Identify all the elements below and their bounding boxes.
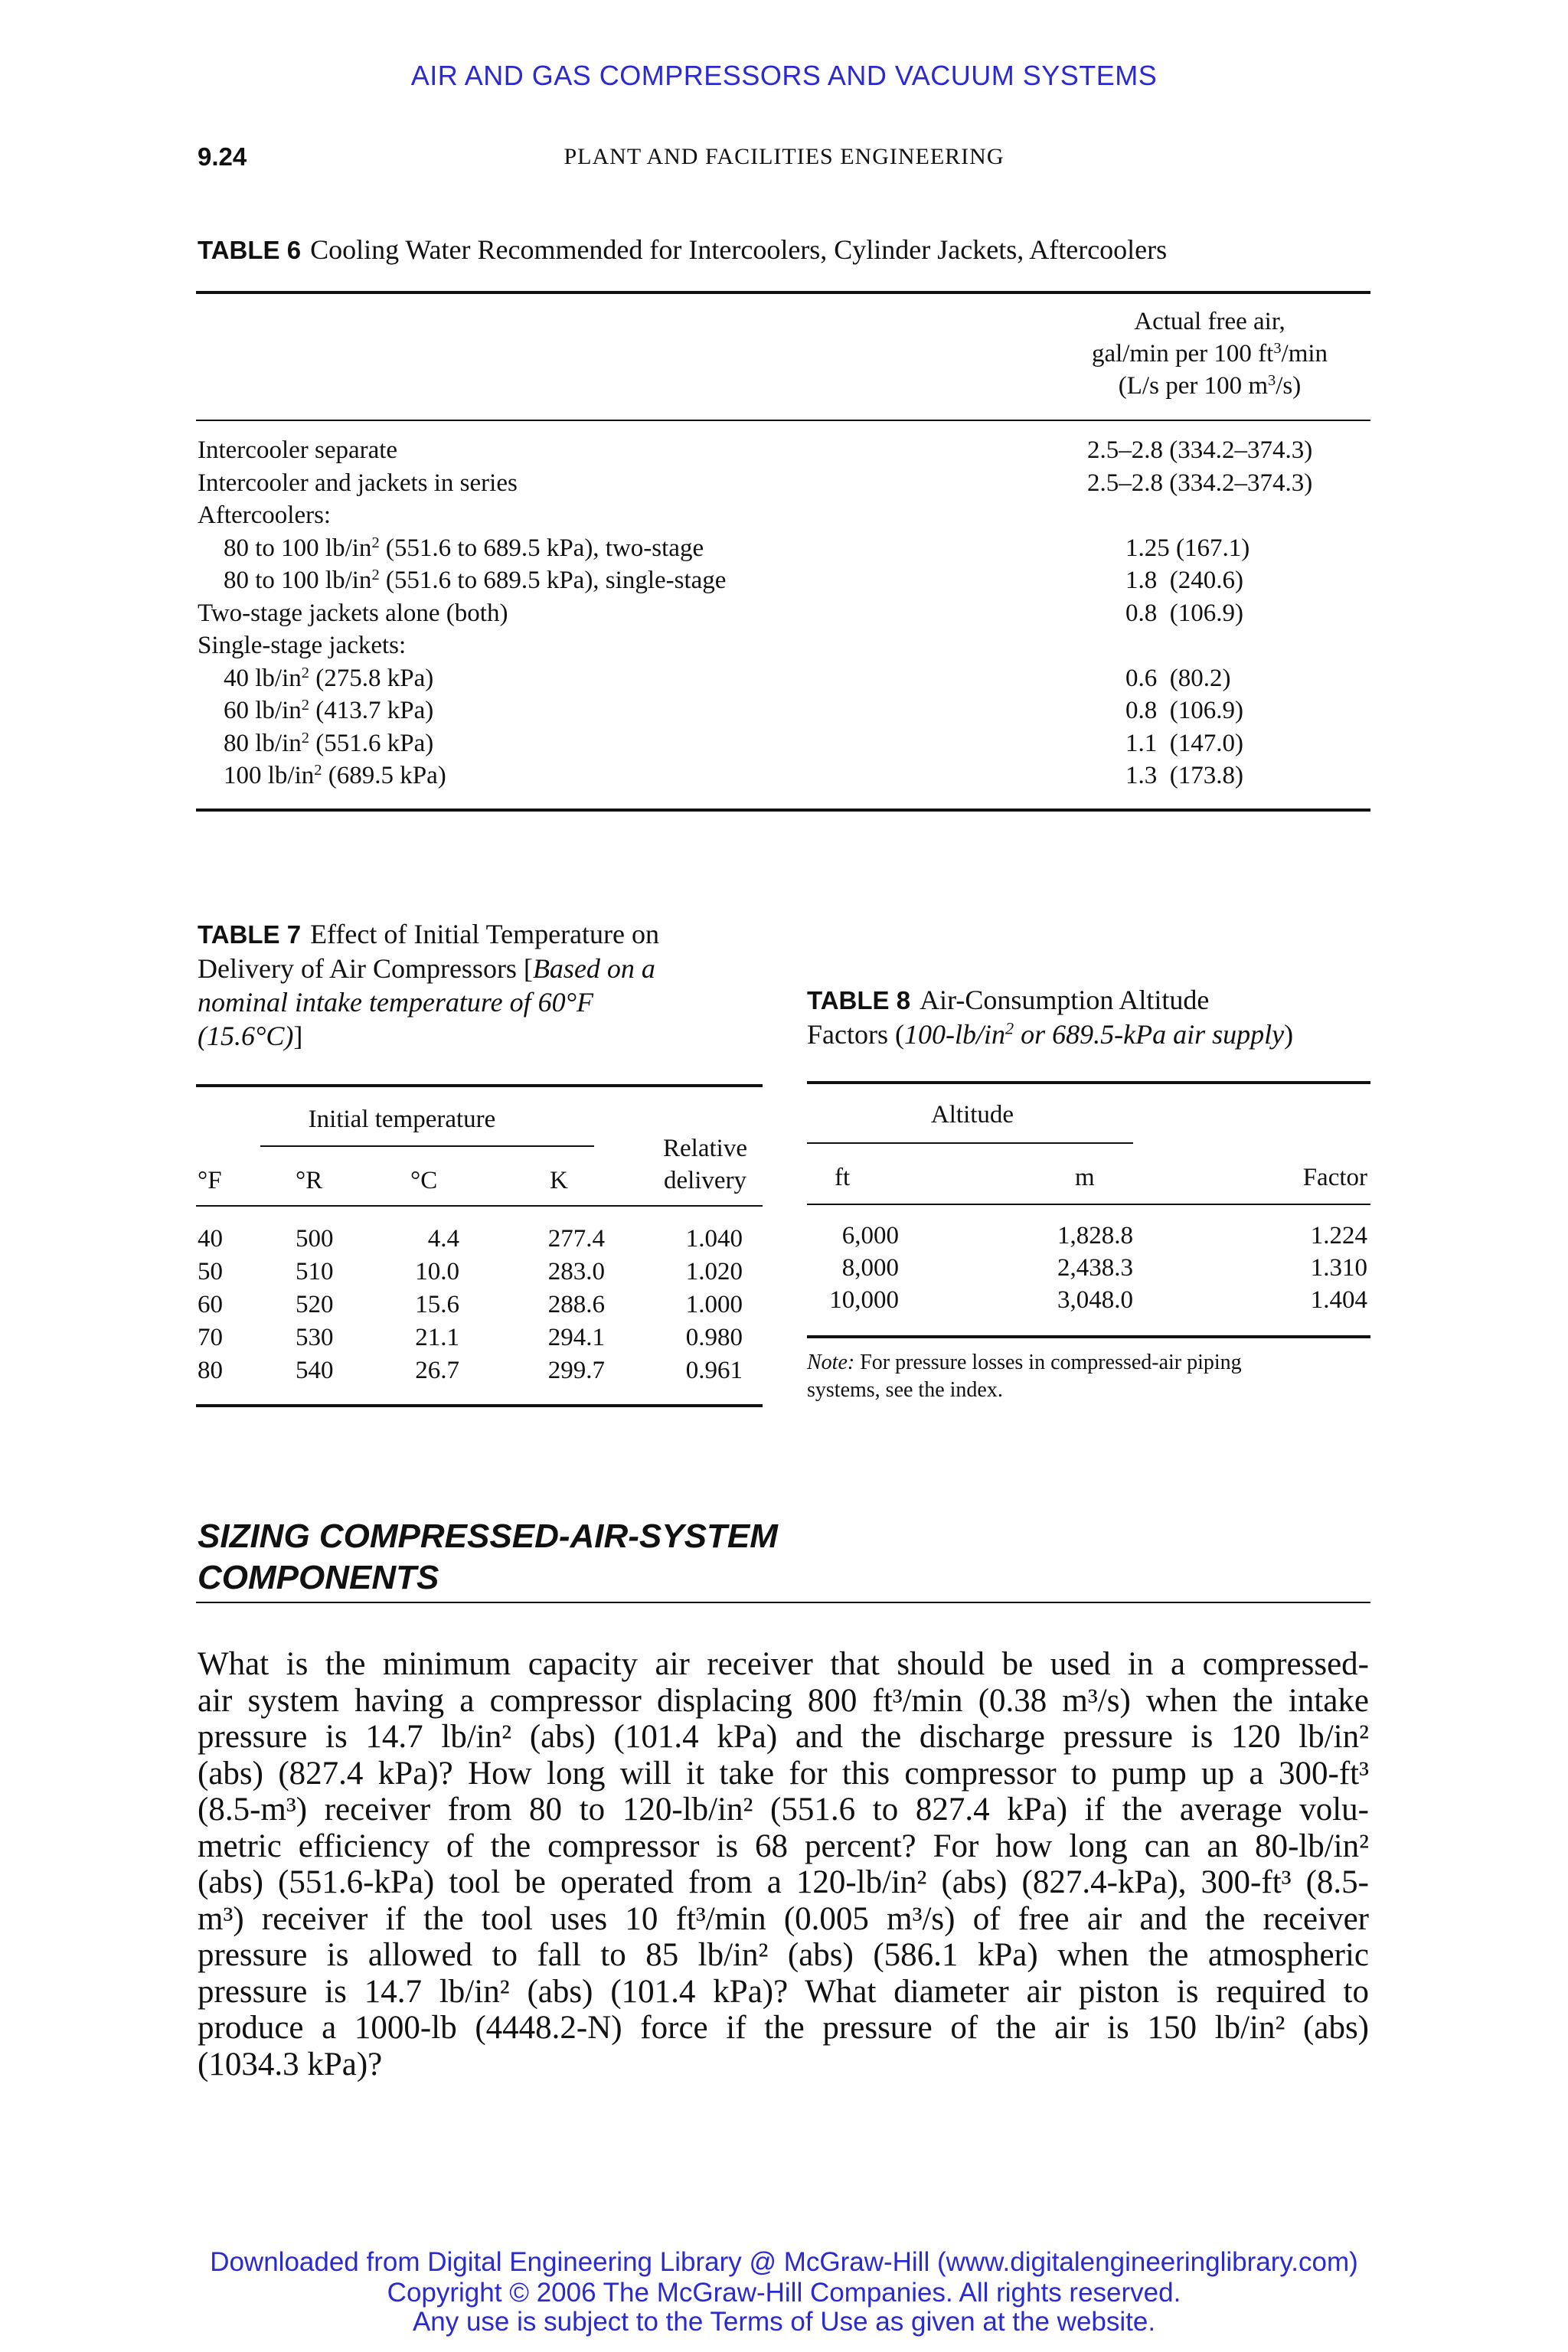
- table6-row-label: [224, 695, 433, 726]
- table7-group-head: Initial temperature: [308, 1106, 496, 1133]
- table7-cell: 4.4: [427, 1225, 459, 1253]
- table8-label: TABLE 8: [807, 986, 911, 1014]
- table6-row-value: 1.25 (167.1): [1125, 534, 1250, 562]
- table7-cell: 520: [296, 1291, 334, 1318]
- paragraph-line: air system having a compressor displacing 800 ft³/min (0.38 m³/s) when the intake: [198, 1682, 1369, 1719]
- table6-row-value: 0.8 (106.9): [1125, 697, 1243, 724]
- table6-row-value: 2.5–2.8 (334.2–374.3): [1087, 436, 1313, 464]
- footer-copyright[interactable]: Copyright © 2006 The McGraw-Hill Companies. All rights reserved.: [387, 2278, 1181, 2308]
- table7-cell: 40: [198, 1225, 223, 1253]
- table6-row-label-a: 80 to 100 lb/in: [224, 534, 372, 562]
- table6-row-label-sup: 2: [301, 729, 309, 746]
- table7-cell: 530: [296, 1324, 334, 1351]
- paragraph-line: metric efficiency of the compressor is 68 percent? For how long can an 80-lb/in²: [198, 1828, 1369, 1864]
- table8-title-2i: $100-lb/in^2$ or 689.5-kPa air supply: [903, 1018, 1285, 1050]
- table6-row-value: 1.8 (240.6): [1125, 567, 1243, 594]
- table7-cell: 80: [198, 1357, 223, 1384]
- table7-bottom-rule: [196, 1404, 763, 1407]
- table6-top-rule: [196, 291, 1370, 294]
- table6-row-value: 0.6 (80.2): [1125, 664, 1231, 692]
- table6-row-label: Intercooler separate: [198, 436, 398, 464]
- table7-cell: 1.000: [685, 1291, 743, 1318]
- chapter-title-link[interactable]: AIR AND GAS COMPRESSORS AND VACUUM SYSTEMS: [410, 60, 1158, 91]
- table8-cell: 3,048.0: [1057, 1286, 1133, 1314]
- table6-col-head-3: (L/s per 100 $m^3/s$): [1118, 371, 1302, 400]
- table7-cell: 26.7: [415, 1357, 459, 1384]
- table8-cell: 1.310: [1310, 1254, 1367, 1282]
- table6-head-rule: [196, 420, 1370, 421]
- table7-cell: 15.6: [415, 1291, 459, 1318]
- section-title: SIZING COMPRESSED-AIR-SYSTEM COMPONENTS: [198, 1517, 778, 1596]
- table6-row-label: Intercooler and jackets in series: [198, 469, 518, 497]
- table7-cell: 21.1: [415, 1324, 459, 1351]
- table6-row-label: Aftercoolers:: [198, 501, 332, 529]
- table7-caption: [198, 917, 764, 1053]
- table7-cell: 10.0: [415, 1258, 459, 1285]
- table7-cell: 299.7: [547, 1357, 605, 1384]
- table7-head-rule: [196, 1205, 763, 1207]
- table7-title-4e: ]: [293, 1021, 303, 1051]
- table6-row-label-a: 60 lb/in: [224, 697, 302, 724]
- table7-cell: 0.980: [685, 1324, 743, 1351]
- table7-cell: 60: [198, 1291, 223, 1318]
- table6-row-label: [224, 565, 726, 596]
- page-number: 9.24: [198, 142, 247, 171]
- paragraph-line: (abs) (551.6-kPa) tool be operated from a 120-lb/in² (abs) (827.4-kPa), 300-ft³ (8.5-: [198, 1864, 1369, 1900]
- table6-row-label: [224, 728, 433, 759]
- table7-cell: 50: [198, 1258, 223, 1285]
- table7-title-2: Delivery of Air Compressors [: [198, 953, 533, 984]
- table6-row-label-b: (551.6 to 689.5 kPa), single-stage: [379, 567, 727, 594]
- table7-col-relative-2: delivery: [663, 1167, 747, 1194]
- table6-row-value: 1.1 (147.0): [1125, 729, 1243, 757]
- paragraph-line: pressure is allowed to fall to 85 lb/in² (abs) (586.1 kPa) when the atmospheric: [198, 1937, 1369, 1973]
- section-rule: [196, 1602, 1370, 1603]
- table7-cell: 510: [296, 1258, 334, 1285]
- table7-col-r: °R: [296, 1167, 323, 1194]
- paragraph-line: pressure is 14.7 lb/in² (abs) (101.4 kPa) and the discharge pressure is 120 lb/in²: [198, 1719, 1369, 1755]
- table6-row-label-a: 80 lb/in: [224, 729, 302, 757]
- paragraph-line: (8.5-m³) receiver from 80 to 120-lb/in² (551.6 to 827.4 kPa) if the average volu-: [198, 1792, 1369, 1828]
- table7-col-f: °F: [198, 1167, 222, 1194]
- table7-cell: 288.6: [547, 1291, 605, 1318]
- table7-col-relative-1: Relative: [663, 1135, 747, 1162]
- table8-col-factor: Factor: [1302, 1164, 1367, 1191]
- table6-col-head-1: Actual free air,: [1134, 308, 1285, 335]
- table6-row-value: 0.8 (106.9): [1125, 599, 1243, 627]
- table6-row-label-a: 80 to 100 lb/in: [224, 567, 372, 594]
- table7-cell: 70: [198, 1324, 223, 1351]
- table6-row-label-b: (551.6 to 689.5 kPa), two-stage: [379, 534, 704, 562]
- table8-cell: 1.404: [1310, 1286, 1367, 1314]
- table8-cell: 1.224: [1310, 1222, 1367, 1250]
- table8-group-rule: [807, 1142, 1133, 1144]
- table8-bottom-rule: [807, 1335, 1370, 1338]
- table6-caption: [198, 233, 1392, 267]
- footer-terms[interactable]: Any use is subject to the Terms of Use as given at the website.: [412, 2307, 1156, 2337]
- table6-row-label: [224, 760, 446, 791]
- table6-row-value: 2.5–2.8 (334.2–374.3): [1087, 469, 1313, 497]
- table8-note: Note: For pressure losses in compressed-air piping systems, see the index.: [807, 1351, 1242, 1402]
- table8-top-rule: [807, 1081, 1370, 1084]
- table8-group-head: Altitude: [930, 1101, 1014, 1129]
- table7-group-rule: [260, 1145, 594, 1147]
- table8-cell: 2,438.3: [1057, 1254, 1133, 1282]
- table8-cell: 1,828.8: [1057, 1222, 1133, 1250]
- table6-row-label-b: (689.5 kPa): [322, 762, 446, 789]
- table7-title-1: Effect of Initial Temperature on: [310, 919, 660, 949]
- paragraph-line: (1034.3 kPa)?: [198, 2046, 383, 2082]
- table7-cell: 1.020: [685, 1258, 743, 1285]
- table7-top-rule: [196, 1084, 763, 1087]
- table6-row-label-b: (551.6 kPa): [309, 729, 434, 757]
- table7-col-c: °C: [410, 1167, 438, 1194]
- table6-row-label-a: 100 lb/in: [224, 762, 315, 789]
- table6-row-value: 1.3 (173.8): [1125, 762, 1243, 789]
- table6-row-label-b: (275.8 kPa): [309, 664, 434, 692]
- table6-title: Cooling Water Recommended for Intercoolers, Cylinder Jackets, Aftercoolers: [310, 234, 1168, 265]
- table7-col-k: K: [550, 1167, 568, 1194]
- table7-cell: 1.040: [685, 1225, 743, 1253]
- table8-title-1: Air-Consumption Altitude: [920, 985, 1210, 1015]
- table8-head-rule: [807, 1204, 1370, 1205]
- table7-cell: 500: [296, 1225, 334, 1253]
- table8-caption: TABLE 8 Air-Consumption Altitude Factors ($100-lb/in^2$ or 689.5-kPa air supply): [807, 985, 1294, 1050]
- paragraph-line: produce a 1000-lb (4448.2-N) force if the pressure of the air is 150 lb/in² (abs): [198, 2010, 1369, 2046]
- table7-cell: 283.0: [547, 1258, 605, 1285]
- table6-row-label-sup: 2: [301, 664, 309, 681]
- table7-title-3i: nominal intake temperature of 60°F: [198, 987, 593, 1018]
- table7-cell: 294.1: [547, 1324, 605, 1351]
- table7-label: TABLE 7: [198, 920, 302, 949]
- table6-row-label-b: (413.7 kPa): [309, 697, 434, 724]
- table6-row-label-sup: 2: [301, 696, 309, 714]
- table8-cell: 6,000: [841, 1222, 899, 1250]
- table6-row-label-a: 40 lb/in: [224, 664, 302, 692]
- table7-cell: 277.4: [547, 1225, 605, 1253]
- table7-title-2i: Based on a: [532, 953, 655, 984]
- problem-paragraph: [198, 1646, 1369, 2082]
- paragraph-line: What is the minimum capacity air receiver that should be used in a compressed-: [198, 1646, 1369, 1682]
- table6-bottom-rule: [196, 808, 1370, 812]
- table6-row-label-sup: 2: [314, 761, 322, 779]
- table6-row-label: Single-stage jackets:: [198, 632, 407, 659]
- footer-download-link[interactable]: Downloaded from Digital Engineering Library @ McGraw-Hill (www.digitalengineeringlibrary.com): [210, 2247, 1358, 2277]
- table8-cell: 8,000: [841, 1254, 899, 1282]
- table6-row-label-sup: 2: [371, 566, 380, 583]
- table7-cell: 0.961: [685, 1357, 743, 1384]
- paragraph-line: pressure is 14.7 lb/in² (abs) (101.4 kPa)? What diameter air piston is required to: [198, 1973, 1369, 2010]
- table8-col-ft: ft: [835, 1164, 851, 1191]
- table6-row-label-sup: 2: [371, 534, 380, 551]
- table8-cell: 10,000: [829, 1286, 899, 1314]
- table7-title-4i: (15.6°C): [198, 1021, 294, 1051]
- table6-label: TABLE 6: [198, 236, 302, 264]
- running-head: PLANT AND FACILITIES ENGINEERING: [564, 144, 1004, 169]
- table6-row-label: [224, 663, 433, 694]
- table6-col-head-2: gal/min per 100 $ft^3/\min$: [1091, 339, 1328, 368]
- table6-row-label: [224, 533, 704, 564]
- paragraph-line: m³) receiver if the tool uses 10 ft³/min (0.005 m³/s) of free air and the receiver: [198, 1900, 1369, 1937]
- table8-col-m: m: [1075, 1164, 1095, 1191]
- table7-cell: 540: [296, 1357, 334, 1384]
- paragraph-line: (abs) (827.4 kPa)? How long will it take for this compressor to pump up a 300-ft³: [198, 1755, 1369, 1792]
- table6-row-label: Two-stage jackets alone (both): [198, 599, 508, 627]
